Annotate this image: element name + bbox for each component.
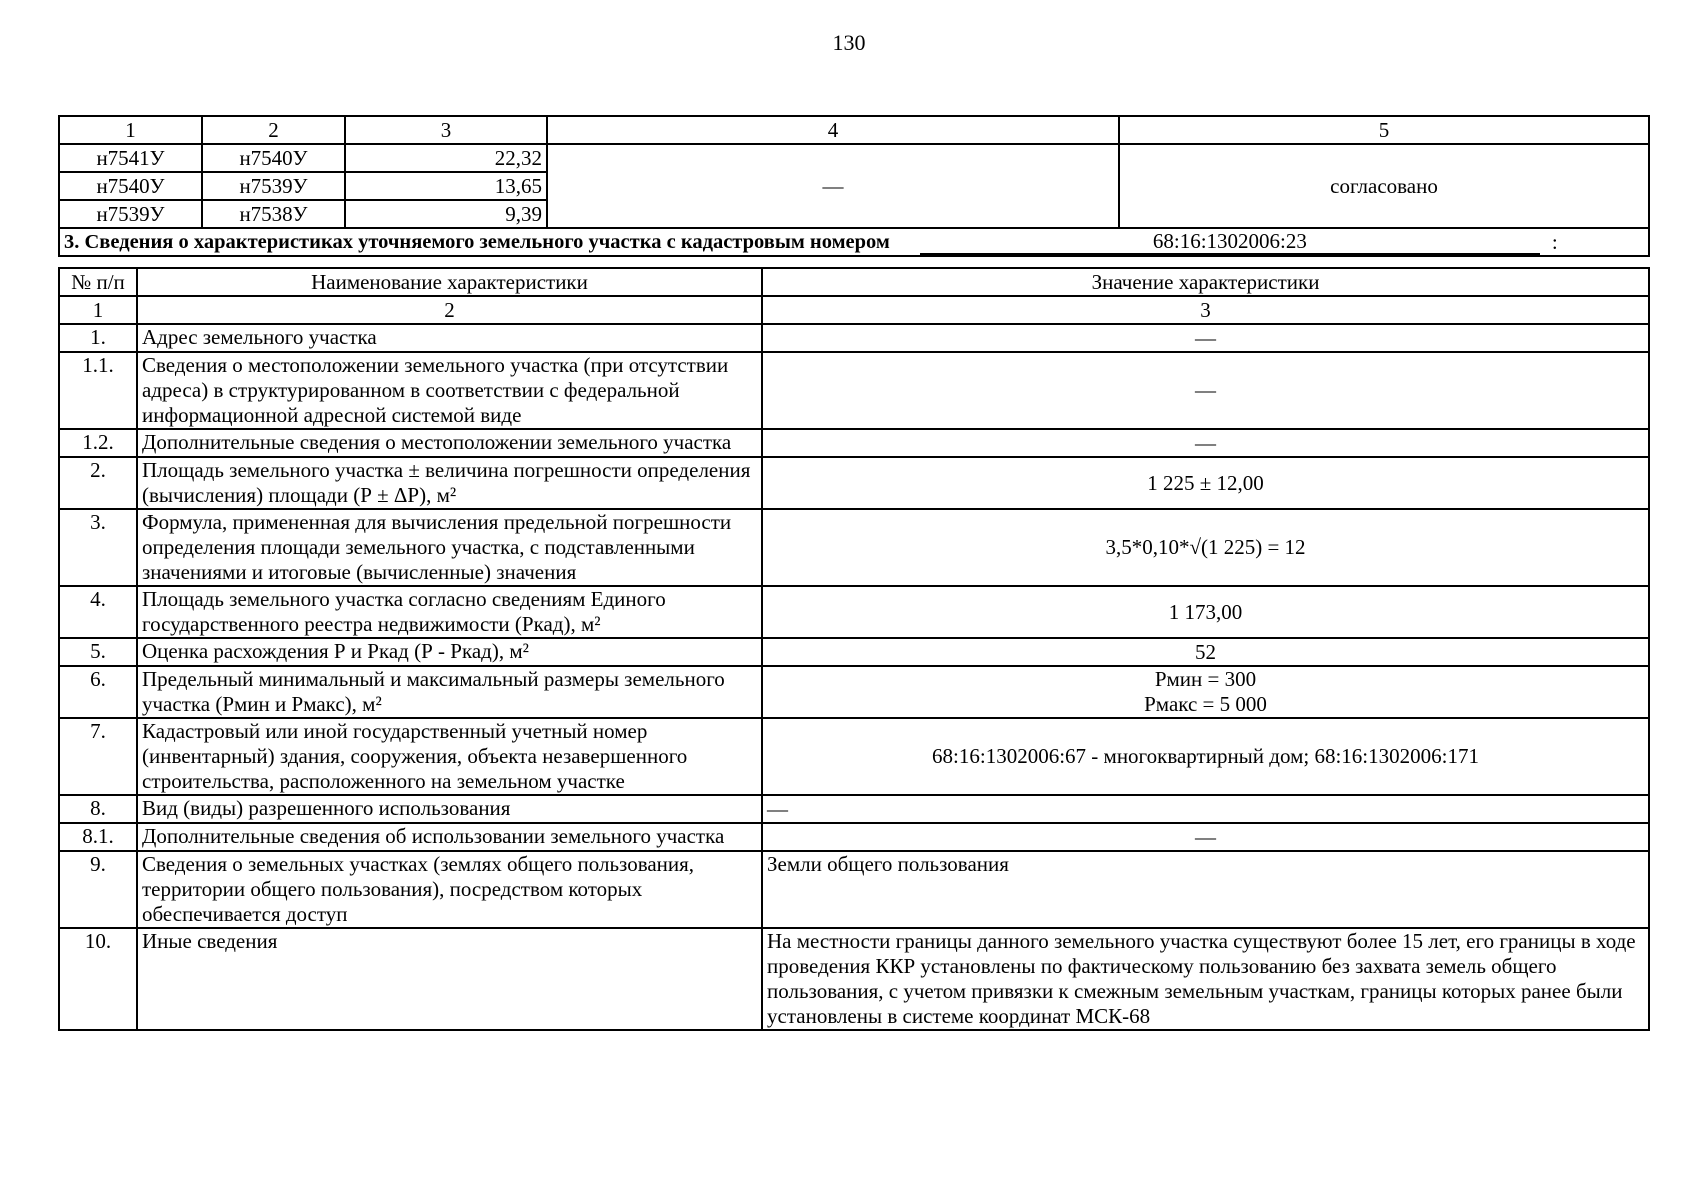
boundary-col5-value: согласовано [1119, 144, 1649, 228]
row-num: 3. [59, 509, 137, 586]
row-num: 5. [59, 638, 137, 666]
row-num: 8. [59, 795, 137, 823]
boundary-col4-value: — [547, 144, 1119, 228]
index-cell: 1 [59, 296, 137, 324]
section3-title: 3. Сведения о характеристиках уточняемого земельного участка с кадастровым номером [64, 230, 890, 253]
boundary-from: н7541У [59, 144, 202, 172]
page-number: 130 [832, 30, 866, 55]
row-name: Предельный минимальный и максимальный размеры земельного участка (Рмин и Рмакс), м² [137, 666, 762, 718]
header-value: Значение характеристики [762, 268, 1649, 296]
section3-heading-row [59, 228, 1649, 256]
row-name: Кадастровый или иной государственный учетный номер (инвентарный) здания, сооружения, объекта незавершенного строительства, расположенного на земельном участке [137, 718, 762, 795]
row-name: Сведения о земельных участках (землях общего пользования, территории общего пользования), посредством которых обеспечивается доступ [137, 851, 762, 928]
row-value: 1 225 ± 12,00 [762, 457, 1649, 509]
row-name: Формула, примененная для вычисления предельной погрешности определения площади земельного участка, с подставленными значениями и итоговые (вычисленные) значения [137, 509, 762, 586]
characteristics-table [58, 267, 1650, 1031]
row-name: Площадь земельного участка ± величина погрешности определения (вычисления) площади (Р ± ΔР), м² [137, 457, 762, 509]
section3-heading [59, 228, 1649, 256]
index-cell: 2 [137, 296, 762, 324]
boundary-length: 22,32 [345, 144, 547, 172]
table-row [59, 851, 1649, 928]
row-num: 1.2. [59, 429, 137, 457]
row-name: Дополнительные сведения об использовании земельного участка [137, 823, 762, 851]
row-value: 1 173,00 [762, 586, 1649, 638]
table-row [59, 457, 1649, 509]
boundary-length: 9,39 [345, 200, 547, 228]
row-name: Вид (виды) разрешенного использования [137, 795, 762, 823]
boundary-header-row [59, 116, 1649, 144]
row-name: Оценка расхождения Р и Ркад (Р - Ркад), м² [137, 638, 762, 666]
row-num: 1.1. [59, 352, 137, 429]
boundary-to: н7538У [202, 200, 345, 228]
row-num: 6. [59, 666, 137, 718]
table-row [59, 823, 1649, 851]
table-row [59, 509, 1649, 586]
row-num: 8.1. [59, 823, 137, 851]
row-name: Площадь земельного участка согласно сведениям Единого государственного реестра недвижимости (Ркад), м² [137, 586, 762, 638]
characteristics-index-row [59, 296, 1649, 324]
table-row [59, 429, 1649, 457]
boundary-header-cell: 2 [202, 116, 345, 144]
boundary-from: н7540У [59, 172, 202, 200]
row-num: 4. [59, 586, 137, 638]
row-name: Дополнительные сведения о местоположении земельного участка [137, 429, 762, 457]
row-value-max: Рмакс = 5 000 [1144, 692, 1267, 716]
boundary-length: 13,65 [345, 172, 547, 200]
row-value: 68:16:1302006:67 - многоквартирный дом; 68:16:1302006:171 [762, 718, 1649, 795]
row-num: 1. [59, 324, 137, 352]
row-value: — [762, 352, 1649, 429]
row-value: — [762, 823, 1649, 851]
table-row [59, 928, 1649, 1030]
row-num: 10. [59, 928, 137, 1030]
row-value: 3,5*0,10*√(1 225) = 12 [762, 509, 1649, 586]
index-cell: 3 [762, 296, 1649, 324]
row-value [762, 666, 1649, 718]
table-row [59, 795, 1649, 823]
section3-cadastral-number: 68:16:1302006:23 [920, 229, 1540, 255]
boundary-header-cell: 3 [345, 116, 547, 144]
row-name: Сведения о местоположении земельного участка (при отсутствии адреса) в структурированном в соответствии с федеральной информационной адресной системой виде [137, 352, 762, 429]
row-name: Иные сведения [137, 928, 762, 1030]
boundary-table [58, 115, 1650, 257]
table-row [59, 638, 1649, 666]
row-value: 52 [762, 638, 1649, 666]
boundary-header-cell: 4 [547, 116, 1119, 144]
row-num: 2. [59, 457, 137, 509]
row-name: Адрес земельного участка [137, 324, 762, 352]
row-value: — [762, 324, 1649, 352]
boundary-from: н7539У [59, 200, 202, 228]
row-value: Земли общего пользования [762, 851, 1649, 928]
row-value: На местности границы данного земельного участка существуют более 15 лет, его границы в ходе проведения ККР установлены по фактическому пользованию без захвата земель общего пользования, с учетом привязки к смежным земельным участкам, границы которых ранее были установлены в системе координат МСК-68 [762, 928, 1649, 1030]
row-num: 9. [59, 851, 137, 928]
boundary-header-cell: 5 [1119, 116, 1649, 144]
table-row [59, 352, 1649, 429]
row-num: 7. [59, 718, 137, 795]
section3-colon: : [1551, 229, 1558, 254]
row-value-min: Рмин = 300 [1154, 667, 1257, 691]
boundary-row [59, 144, 1649, 172]
boundary-to: н7539У [202, 172, 345, 200]
table-row [59, 324, 1649, 352]
boundary-to: н7540У [202, 144, 345, 172]
table-row [59, 666, 1649, 718]
row-value: — [762, 429, 1649, 457]
header-num: № п/п [59, 268, 137, 296]
header-name: Наименование характеристики [137, 268, 762, 296]
table-row [59, 718, 1649, 795]
row-value: — [762, 795, 1649, 823]
boundary-header-cell: 1 [59, 116, 202, 144]
table-row [59, 586, 1649, 638]
characteristics-header-row [59, 268, 1649, 296]
